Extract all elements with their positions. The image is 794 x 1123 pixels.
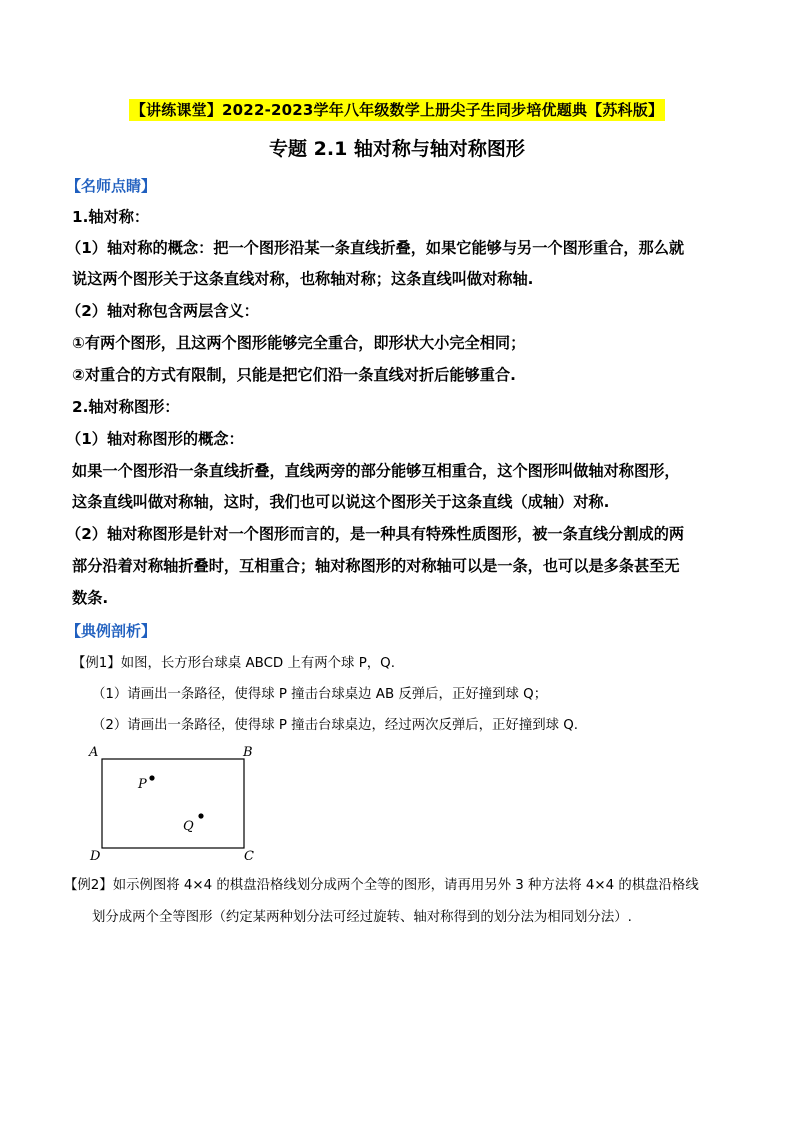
- example2-line-1: 【例2】如示例图将 4×4 的棋盘沿格线划分成两个全等的图形，请再用另外 3 种方法将 4×4 的棋盘沿格线: [64, 878, 699, 893]
- paragraph-line: ②对重合的方式有限制，只能是把它们沿一条直线对折后能够重合.: [72, 366, 516, 384]
- paragraph-line: 这条直线叫做对称轴，这时，我们也可以说这个图形关于这条直线（成轴）对称.: [72, 493, 610, 511]
- table-rectangle: [102, 759, 244, 848]
- page-title: 专题 2.1 轴对称与轴对称图形: [269, 138, 525, 160]
- billiard-table-diagram: [86, 742, 266, 867]
- vertex-label-b: B: [243, 745, 253, 760]
- vertex-label-d: D: [90, 849, 101, 864]
- example2-line-2: 划分成两个全等图形（约定某两种划分法可经过旋转、轴对称得到的划分法为相同划分法）.: [92, 910, 632, 925]
- paragraph-line: （2）轴对称图形是针对一个图形而言的，是一种具有特殊性质图形，被一条直线分割成的两: [66, 525, 685, 543]
- section-examples: 【典例剖析】: [66, 622, 157, 640]
- course-banner: 【讲练课堂】2022-2023学年八年级数学上册尖子生同步培优题典【苏科版】: [130, 101, 664, 119]
- paragraph-line: 数条.: [72, 589, 109, 607]
- paragraph-line: （1）轴对称的概念：把一个图形沿某一条直线折叠，如果它能够与另一个图形重合，那么就: [66, 239, 685, 257]
- example1-question-2: （2）请画出一条路径，使得球 P 撞击台球桌边，经过两次反弹后，正好撞到球 Q.: [92, 718, 579, 733]
- paragraph-line: 说这两个图形关于这条直线对称，也称轴对称；这条直线叫做对称轴.: [72, 270, 534, 288]
- paragraph-line: （1）轴对称图形的概念：: [66, 430, 244, 448]
- heading-symmetric-figure: 2.轴对称图形：: [72, 398, 180, 416]
- example1-question-1: （1）请画出一条路径，使得球 P 撞击台球桌边 AB 反弹后，正好撞到球 Q；: [92, 687, 548, 702]
- paragraph-line: 部分沿着对称轴折叠时，互相重合；轴对称图形的对称轴可以是一条，也可以是多条甚至无: [72, 557, 680, 575]
- ball-label-q: Q: [183, 819, 194, 834]
- paragraph-line: （2）轴对称包含两层含义：: [66, 302, 259, 320]
- example1-intro: 【例1】如图，长方形台球桌 ABCD 上有两个球 P，Q.: [72, 656, 395, 671]
- banner-row: [0, 99, 794, 121]
- ball-p: [149, 775, 154, 780]
- paragraph-line: ①有两个图形，且这两个图形能够完全重合，即形状大小完全相同；: [72, 334, 526, 352]
- paragraph-line: 如果一个图形沿一条直线折叠，直线两旁的部分能够互相重合，这个图形叫做轴对称图形，: [72, 462, 680, 480]
- ball-q: [198, 813, 203, 818]
- ball-label-p: P: [138, 777, 147, 792]
- vertex-label-c: C: [244, 849, 254, 864]
- billiard-table-figure: [86, 742, 266, 867]
- section-teacher-notes: 【名师点睛】: [66, 177, 157, 195]
- heading-axial-symmetry: 1.轴对称：: [72, 208, 150, 226]
- vertex-label-a: A: [89, 745, 99, 760]
